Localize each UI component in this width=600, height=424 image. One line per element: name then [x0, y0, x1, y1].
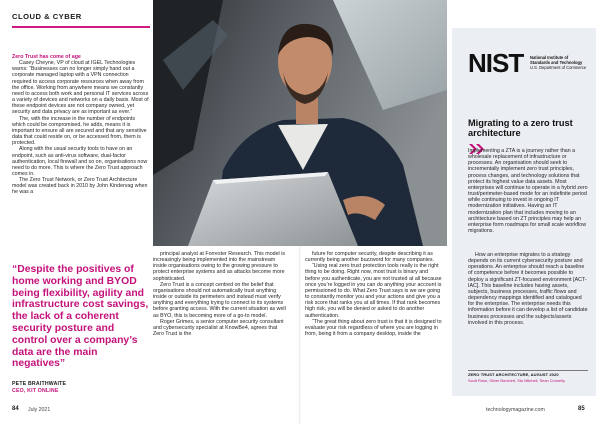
body-paragraph: Roger Grimes, a senior computer security consultant and cybersecurity specialist at KnowBe4, agrees that Zero Trust is the — [153, 318, 284, 338]
nist-caption-line-2: Standards and Technology — [530, 59, 583, 65]
section-rule — [12, 26, 150, 28]
nist-caption-line-1: National Institute of — [530, 55, 569, 60]
pull-quote: “Despite the positives of home working and BYOD being flexibility, agility and infrastructure cost savings, the lack of a coherent security posture and control over a company’s data are the main negatives” — [12, 264, 149, 370]
body-paragraph: principal analyst at Forrester Research. This model is increasingly being implemented into the mainstream inside organisations owing to the growing pressure to protect enterprise systems and as attacks become more sophisticated. — [153, 251, 286, 282]
body-paragraph: “The great thing about zero trust is that it is designed to evaluate your risk regardless of where you are logging in from, being it from a company desktop, inside the — [305, 318, 442, 338]
nist-logo-text: NIST — [468, 50, 524, 76]
page-number-right: 85 — [578, 406, 585, 412]
article-column-3 — [305, 251, 443, 337]
photo-illustration — [153, 0, 447, 246]
quote-attribution-role: CEO, KIT ONLINE — [12, 388, 59, 394]
body-paragraph: “Using real zero trust protection tools really is the right thing to be doing. Right now, most trust is binary and before you authenticate, you are not trusted at all because once you’re logged in you can do anything your account is permissioned to do. What Zero Trust says is we are going to constantly monitor you and your actions and give you a risk score that ranks you at all times. If that rank becomes high risk, you will be denied or asked to do another authentication. — [305, 263, 442, 319]
nist-caption-line-3: U.S. Department of Commerce — [530, 64, 587, 70]
reference-title: ZERO TRUST ARCHITECTURE, AUGUST 2020 — [468, 372, 559, 377]
body-paragraph: Casey Cheyne, VP of cloud at IGEL Technologies warns: “Businesses can no longer simply hand out a corporate managed laptop with a VPN connection required to access corporate resources when away from the office. Working from anywhere means we constantly need to access both work and personal IT services across a variety of devices and networks on a daily basis. Most of these endpoint devices are not company owned, yet security and data privacy are as important as ever.” — [12, 60, 149, 116]
body-paragraph: How an enterprise migrates to a strategy depends on its current cybersecurity posture and operations. An enterprise should reach a baseline of competence before it becomes possible to deploy a significant ZT-focused environment [ACT-IAC]. This baseline includes having assets, subjects, business processes, traffic flows and dependency mappings identified and catalogued for the enterprise. The enterprise needs this information before it can develop a list of candidate business processes and the subjects/assets involved in this process. — [468, 252, 588, 326]
section-subhead: Zero Trust has come of age — [12, 54, 81, 60]
section-label: CLOUD & CYBER — [12, 12, 82, 21]
body-paragraph: Along with the usual security tools to have on an endpoint, such as anti-virus software, dual-factor authentication, local firewall and so on, organisations now need to do more. This is where the Zero Trust approach comes in. — [12, 146, 148, 177]
sidebar-column-bottom — [468, 252, 588, 326]
body-paragraph: The, with the increase in the number of endpoints which could be compromised, he adds, means it is important to ensure all are secured and that any sensitive data that could reside on, or be accessed from, them is protected. — [12, 115, 147, 147]
sidebar-column-top — [468, 148, 588, 234]
sidebar-title: Migrating to a zero trust architecture — [468, 118, 573, 139]
page-number-left: 84 — [12, 406, 19, 412]
body-paragraph: Implementing a ZTA is a journey rather than a wholesale replacement of infrastructure or processes. An organisation should seek to incrementally implement zero trust principles, process changes, and technology solutions that protect its highest value data assets. Most enterprises will continue to operate in a hybrid zero trust/perimeter-based mode for an indefinite period while continuing to invest in ongoing IT modernization initiatives. Having an IT modernization plan that includes moving to an architecture based on ZT principles may help an enterprise form roadmaps for small scale workflow migrations. — [468, 148, 588, 235]
nist-caption — [530, 56, 592, 70]
article-column-1 — [12, 54, 149, 196]
article-column-2 — [153, 251, 289, 337]
body-paragraph: future for computer security, despite describing it as currently being another buzzword for many companies. — [305, 251, 434, 264]
reference-authors: Scott Rose, Oliver Borchert, Stu Mitchell, Sean Connelly — [468, 378, 565, 383]
body-paragraph: Zero Trust is a concept centred on the belief that organisations should not automatically trust anything inside or outside its perimeters and instead must verify anything and everything trying to connect to its systems before granting access. With the current situation as well as BYO, this is becoming more of a go-to model. — [153, 281, 286, 319]
quote-attribution-name: PETE BRAITHWAITE — [12, 381, 67, 387]
reference-rule — [468, 370, 588, 371]
section-header — [12, 10, 150, 29]
body-paragraph: The Zero Trust Network, or Zero Trust Architecture model was created back in 2010 by John Kindervag when he was a — [12, 177, 148, 196]
nist-logo-icon — [468, 50, 528, 76]
issue-date: July 2021 — [28, 407, 51, 413]
site-url: technologymagazine.com — [486, 407, 545, 413]
article-photo — [153, 0, 447, 246]
